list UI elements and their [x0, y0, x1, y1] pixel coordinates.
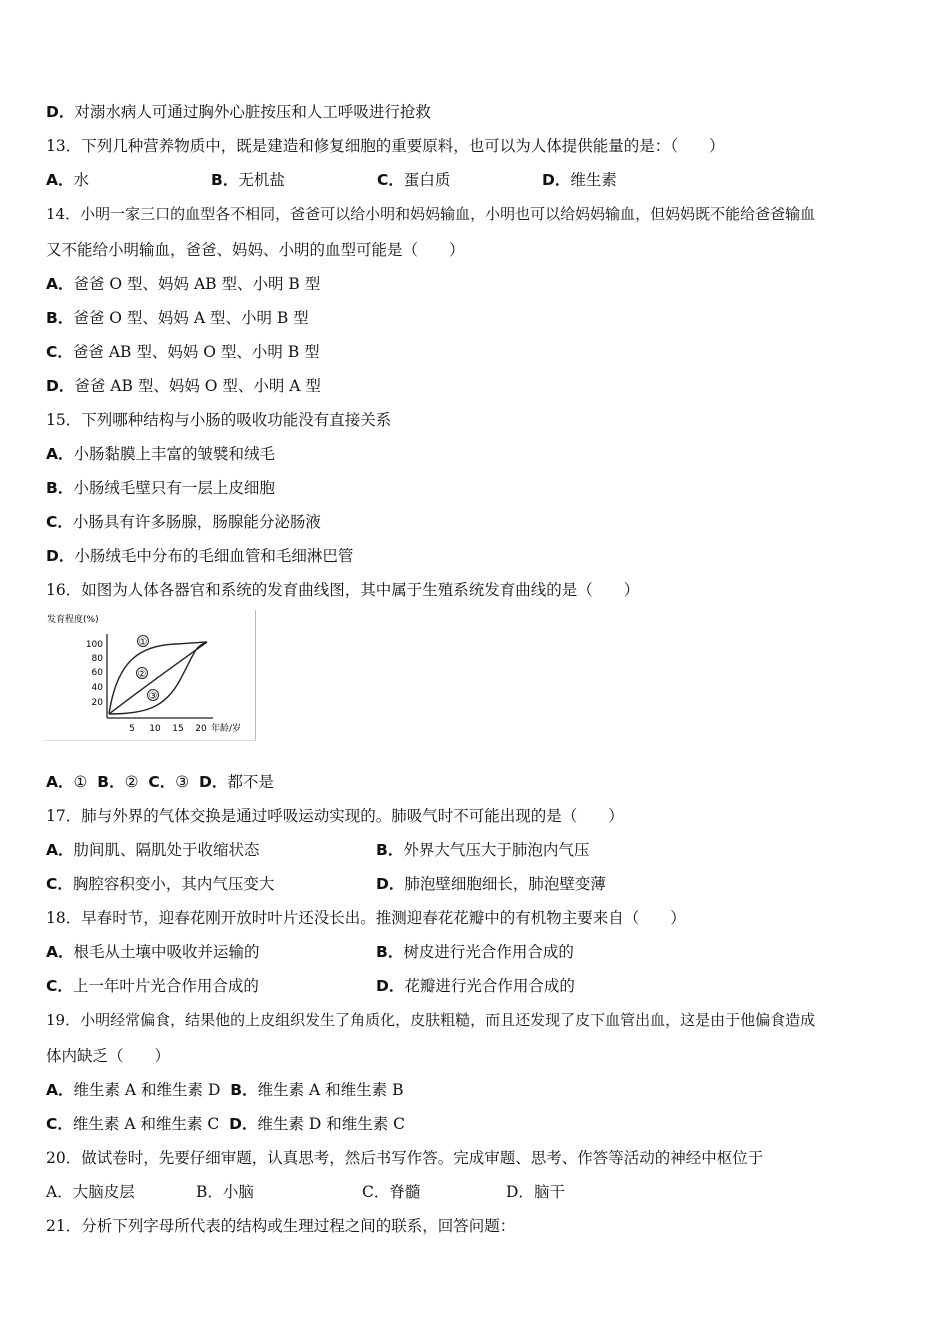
option-text: 蛋白质	[403, 171, 451, 189]
option-text: 脑干	[533, 1183, 565, 1201]
option-text: 花瓣进行光合作用合成的	[404, 977, 575, 995]
growth-curve-chart	[45, 610, 255, 740]
option-label: C．	[46, 875, 73, 893]
q14-option-d	[46, 376, 321, 396]
q17-option-a	[46, 840, 260, 860]
option-label: B．	[196, 1183, 223, 1201]
option-label: C．	[46, 977, 73, 995]
option-text: 爸爸 AB 型、妈妈 O 型、小明 A 型	[74, 377, 321, 395]
option-text: 维生素 A 和维生素 D	[73, 1081, 221, 1099]
option-text: 脊髓	[389, 1183, 421, 1201]
option-label: B．	[97, 773, 125, 791]
q15-option-d	[46, 546, 353, 566]
curve-2	[109, 642, 207, 714]
option-label: B．	[230, 1081, 258, 1099]
q16-options	[46, 772, 274, 792]
q14-stem-line1: 14．小明一家三口的血型各不相同，爸爸可以给小明和妈妈输血，小明也可以给妈妈输血，但妈妈既不能给爸爸输血	[46, 205, 816, 223]
option-text: 小肠绒毛壁只有一层上皮细胞	[73, 479, 275, 497]
q17-option-c	[46, 874, 274, 894]
option-label: D．	[542, 171, 571, 189]
q18-option-b	[376, 942, 574, 962]
option-label: D．	[376, 875, 405, 893]
option-text: ②	[124, 773, 139, 791]
q17-option-d	[376, 874, 606, 894]
option-label: A．	[46, 841, 74, 859]
option-text: 小脑	[222, 1183, 254, 1201]
option-text: ①	[73, 773, 88, 791]
option-text: ③	[175, 773, 190, 791]
q14-option-b	[46, 308, 309, 328]
curve-label-3: ③	[148, 691, 158, 702]
xtick-20: 20	[195, 724, 207, 734]
option-text: 小肠具有许多肠腺，肠腺能分泌肠液	[72, 513, 321, 531]
option-label: D．	[46, 547, 75, 565]
option-label: A．	[46, 1183, 73, 1201]
option-label: D．	[506, 1183, 534, 1201]
xtick-10: 10	[149, 724, 161, 734]
option-label: D．	[376, 977, 405, 995]
q19-options-row2	[46, 1114, 405, 1134]
q19-options-row1	[46, 1080, 403, 1100]
q15-option-b	[46, 478, 275, 498]
option-text: 胸腔容积变小，其内气压变大	[72, 875, 275, 893]
q17-stem: 17．肺与外界的气体交换是通过呼吸运动实现的。肺吸气时不可能出现的是（ ）	[46, 807, 624, 825]
q18-stem: 18．早春时节，迎春花刚开放时叶片还没长出。推测迎春花花瓣中的有机物主要来自（ ）	[46, 909, 686, 927]
option-text: 小肠绒毛中分布的毛细血管和毛细淋巴管	[74, 547, 354, 565]
q16-stem: 16．如图为人体各器官和系统的发育曲线图，其中属于生殖系统发育曲线的是（ ）	[46, 581, 640, 599]
ytick-60: 60	[91, 668, 103, 678]
q13-option-b	[211, 170, 285, 190]
option-text: 都不是	[227, 773, 274, 791]
q15-option-a	[46, 444, 275, 464]
option-label: C．	[377, 171, 404, 189]
q15-option-c	[46, 512, 321, 532]
figure-ylabel: 发育程度(%)	[47, 615, 99, 625]
q17-option-b	[376, 840, 589, 860]
xtick-15: 15	[172, 724, 184, 734]
curve-label-1: ①	[138, 637, 148, 648]
q20-stem: 20．做试卷时，先要仔细审题，认真思考，然后书写作答。完成审题、思考、作答等活动的神经中枢位于	[46, 1149, 764, 1167]
option-text: 小肠黏膜上丰富的皱襞和绒毛	[73, 445, 276, 463]
curve-label-2: ②	[137, 669, 147, 680]
option-label: B．	[376, 943, 404, 961]
ytick-100: 100	[85, 640, 103, 650]
ytick-80: 80	[91, 654, 103, 664]
q18-option-d	[376, 976, 575, 996]
option-text: 爸爸 AB 型、妈妈 O 型、小明 B 型	[72, 343, 320, 361]
q19-stem-line2: 体内缺乏（ ）	[46, 1047, 171, 1065]
q14-option-a	[46, 274, 320, 294]
option-label: C．	[148, 773, 176, 791]
option-label: A．	[46, 1081, 74, 1099]
q20-option-c	[362, 1182, 420, 1202]
option-label: A．	[46, 445, 74, 463]
option-text: 爸爸 O 型、妈妈 A 型、小明 B 型	[73, 309, 309, 327]
option-text: 肺泡壁细胞细长，肺泡壁变薄	[404, 875, 606, 893]
option-text: 外界大气压大于肺泡内气压	[403, 841, 590, 859]
option-text: 无机盐	[238, 171, 285, 189]
q18-option-c	[46, 976, 259, 996]
option-text: 维生素 A 和维生素 C	[72, 1115, 220, 1133]
q13-option-d	[542, 170, 617, 190]
option-label: D．	[46, 103, 75, 121]
option-text: 爸爸 O 型、妈妈 AB 型、小明 B 型	[73, 275, 321, 293]
ytick-20: 20	[91, 698, 103, 708]
option-label: B．	[46, 479, 74, 497]
growth-curve-figure	[45, 610, 256, 741]
ytick-40: 40	[91, 683, 103, 693]
q20-option-b	[196, 1182, 254, 1202]
option-text: 水	[73, 171, 90, 189]
q13-option-c	[377, 170, 450, 190]
option-label: D．	[46, 377, 75, 395]
option-text: 大脑皮层	[72, 1183, 135, 1201]
q15-stem: 15．下列哪种结构与小肠的吸收功能没有直接关系	[46, 411, 392, 429]
q19-stem-line1: 19．小明经常偏食，结果他的上皮组织发生了角质化，皮肤粗糙，而且还发现了皮下血管出血，这是由于他偏食造成	[46, 1011, 816, 1029]
option-label: A．	[46, 943, 74, 961]
option-text: 上一年叶片光合作用合成的	[72, 977, 259, 995]
option-text: 根毛从土壤中吸收并运输的	[73, 943, 260, 961]
option-label: B．	[46, 309, 74, 327]
option-label: D．	[199, 773, 228, 791]
option-label: D．	[229, 1115, 258, 1133]
q18-option-a	[46, 942, 260, 962]
q13-stem: 13．下列几种营养物质中，既是建造和修复细胞的重要原料，也可以为人体提供能量的是：（ ）	[46, 137, 725, 155]
q21-stem: 21．分析下列字母所代表的结构或生理过程之间的联系，回答问题：	[46, 1217, 516, 1235]
option-label: A．	[46, 773, 74, 791]
q14-option-c	[46, 342, 320, 362]
q20-option-a	[46, 1182, 135, 1202]
option-label: A．	[46, 275, 74, 293]
option-text: 维生素 A 和维生素 B	[257, 1081, 404, 1099]
option-label: A．	[46, 171, 74, 189]
xtick-5: 5	[129, 724, 135, 734]
figure-xlabel: 年龄/岁	[211, 724, 242, 734]
option-text: 维生素 D 和维生素 C	[257, 1115, 406, 1133]
option-label: C．	[46, 343, 73, 361]
q20-option-d	[506, 1182, 565, 1202]
option-text: 对溺水病人可通过胸外心脏按压和人工呼吸进行抢救	[74, 103, 431, 121]
q14-stem-line2: 又不能给小明输血，爸爸、妈妈、小明的血型可能是（ ）	[46, 241, 465, 259]
option-label: B．	[376, 841, 404, 859]
option-label: C．	[362, 1183, 390, 1201]
option-label: C．	[46, 513, 73, 531]
option-label: C．	[46, 1115, 73, 1133]
q13-option-a	[46, 170, 89, 190]
option-text: 树皮进行光合作用合成的	[403, 943, 574, 961]
option-text: 维生素	[570, 171, 617, 189]
option-text: 肋间肌、隔肌处于收缩状态	[73, 841, 260, 859]
q12-option-d	[46, 102, 431, 122]
option-label: B．	[211, 171, 239, 189]
